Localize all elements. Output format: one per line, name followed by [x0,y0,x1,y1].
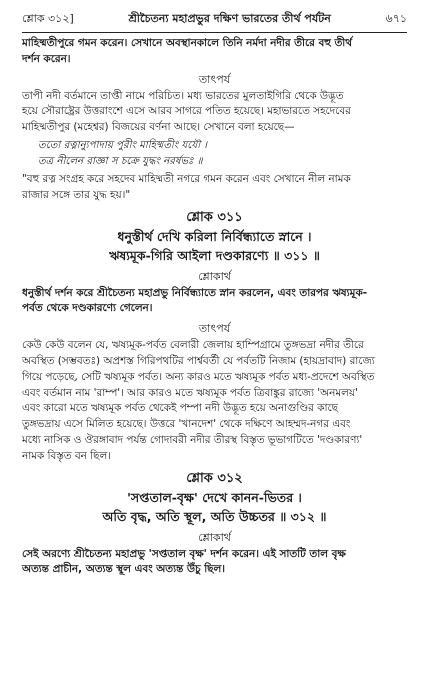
verse-line: 'সপ্ততাল-বৃক্ষ' দেখে কানন-ভিতর । [127,489,302,505]
quote-translation-line: "বহু রত্ন সংগ্রহ করে সহদেব মাহিষ্মতী নগরে গমন করেন এবং সেখানে নীল নামক [22,172,351,185]
purport-line: তাপী নদী বর্তমানে তাপ্তী নামে পরিচিত। মধ্য ভারতের মুলতাইগিরি থেকে উদ্ভূত [22,89,344,102]
purport-heading: তাৎপর্য [198,72,231,86]
purport-line: অবস্থিত (সম্ভবতঃ) অপ্রশস্ত গিরিপথটির পার্শ্ববর্তী যে পর্বতটি নিজাম (হায়দ্রাবাদ) রাজ্যে [22,354,375,367]
translation-line: পর্বত থেকে দণ্ডকারণ্যে গেলেন। [22,302,153,315]
sanskrit-quote-line: ততো রত্নান্যুপাদায় পুরীং মাহিষ্মতীং যযৌ । [38,139,208,151]
translation-line: সেই অরণ্যে শ্রীচৈতন্য মহাপ্রভু 'সপ্ততাল বৃক্ষ' দর্শন করেন। এই সাতটি তাল বৃক্ষ [22,547,346,560]
purport-line: এবং বর্তমান নাম 'রাম্প'। আর কারও মতে ঋষ্যমূক পর্বত ত্রিবাঙ্কুর রাজ্যে 'অনমলয়' [22,386,358,399]
purport-line: এবং কারো মতে ঋষ্যমূক পর্বত থেকেই পম্পা নদী উদ্ভূত হয়ে অনাগুণ্ডির কাছে [22,402,338,415]
translation-heading: শ্লোকার্থ [198,269,231,283]
purport-line: হয়ে সৌরাষ্ট্রের উত্তরাংশে এসে আরব সাগরে পতিত হয়েছে। মহাভারতে সহদেবের [22,105,351,118]
intro-line-1: মাহিষ্মতীপুরে গমন করেন। সেখানে অবস্থানকালে তিনি নর্মদা নদীর তীরে বহু তীর্থ [22,37,352,49]
purport-heading: তাৎপর্য [198,322,231,336]
purport-line: মধ্যে নাসিক ও ঔরঙ্গাবাদ পর্যন্ত গোদাবরী নদীর তীরস্থ বিস্তৃত ভূভাগটিতে 'দণ্ডকারণ্য' [22,433,363,446]
verse-heading: শ্লোক ৩১২ [186,470,243,486]
translation-line: অত্যন্ত প্রাচীন, অত্যন্ত স্থূল এবং অত্যন্ত উঁচু ছিল। [22,563,225,576]
header-page-number: ৬৭১ [385,12,407,25]
intro-line-2: দর্শন করেন। [22,52,71,65]
verse-line: ধনুস্তীর্থ দেখি করিলা নির্বিন্ধ্যাতে স্নানে । [117,228,312,244]
purport-line: কেউ কেউ বলেন যে, ঋষ্যমূক-পর্বত বেলারী জেলায় হাম্পিগ্রামে তুঙ্গভদ্রা নদীর তীরে [22,339,364,352]
purport-line: নামক বিস্তৃত বন ছিল। [22,449,111,462]
purport-line: গিয়ে পড়েছে, সেটি ঋষ্যমূক পর্বত। অন্য কারও মতে ঋষ্যমূক পর্বত মধ্য-প্রদেশে অবস্থিত [22,370,375,383]
verse-heading: শ্লোক ৩১১ [186,209,243,225]
running-header [22,10,407,33]
header-verse-ref: শ্লোক ৩১২] [22,12,74,25]
verse-line: অতি বৃদ্ধ, অতি স্থূল, অতি উচ্চতর ॥ ৩১২ ॥ [102,508,327,524]
purport-line: তুঙ্গভদ্রায় এসে মিলিত হয়েছে। উত্তরে 'খানদেশ' থেকে দক্ষিণে আহম্মদ-নগর এবং [22,418,351,431]
verse-line: ঋষ্যমূক-গিরি আইলা দণ্ডকারণ্যে ॥ ৩১১ ॥ [109,247,320,263]
translation-heading: শ্লোকার্থ [198,530,231,544]
purport-line: মাহিষ্মতীপুর (মহেশ্বর) বিজয়ের বর্ণনা আছে। সেখানে বলা হয়েছে— [22,121,295,134]
translation-line: ধনুস্তীর্থ দর্শন করে শ্রীচৈতন্য মহাপ্রভু নির্বিন্ধ্যাতে স্নান করলেন, এবং তারপর ঋষ্যমূক- [22,286,368,299]
sanskrit-quote-line: তত্র নীলেন রাজ্ঞা স চক্রে যুদ্ধং নরর্ষভঃ ॥ [38,155,203,167]
quote-translation-line: রাজার সঙ্গে তার যুদ্ধ হয়।" [22,188,131,201]
header-chapter-title: শ্রীচৈতন্য মহাপ্রভুর দক্ষিণ ভারতের তীর্থ পর্যটন [128,12,331,25]
